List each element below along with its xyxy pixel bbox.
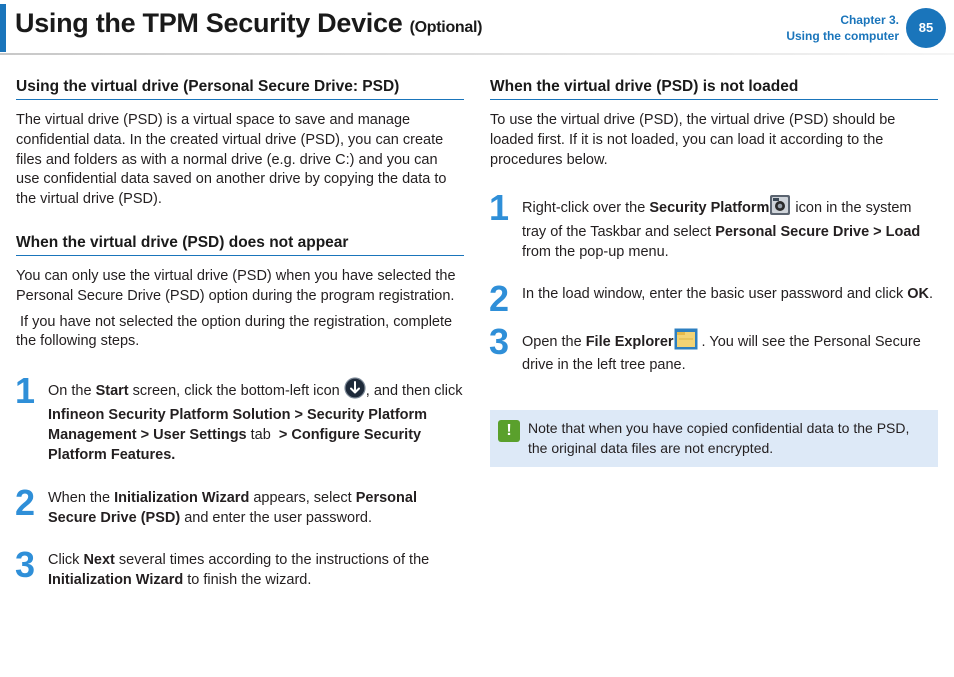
step-text: to finish the wizard. [183,571,312,588]
step-text: several times according to the instructions of the [114,551,430,568]
right-step-3 [489,320,938,377]
page-title-suffix: (Optional) [409,19,483,36]
page-title [15,8,482,39]
step-number: 1 [489,187,510,229]
step-text: icon in the system tray of the Taskbar and select [522,200,912,241]
left-step-3 [15,543,464,591]
step-text: . You will see the Personal Secure drive in the left tree pane. [522,333,921,374]
step-number: 1 [15,370,36,412]
left-column [16,78,464,591]
section-heading-not-loaded: When the virtual drive (PSD) is not loaded [490,78,938,100]
step-text: appears, select [249,490,356,507]
step-bold: OK [907,285,930,302]
step-bold: Personal Secure Drive > Load [715,224,921,241]
step-number: 3 [15,543,36,585]
note-text: Note that when you have copied confidential data to the PSD, the original data files are not encrypted. [528,420,910,456]
header-divider [0,53,954,55]
step-number: 3 [489,320,510,362]
left-step-2 [15,482,464,529]
right-step-1 [489,187,938,262]
chapter-label [786,12,899,44]
step-bold: > Configure Security Platform Features. [48,426,422,463]
exclamation-icon: ! [498,420,520,442]
step-text: screen, click the bottom-left icon [128,383,344,400]
chapter-title: Using the computer [786,29,899,43]
page-title-text: Using the TPM Security Device [15,8,403,38]
step-text: , and then click [365,383,463,400]
step-text: On the [48,383,96,400]
step-bold: Initialization Wizard [114,490,250,507]
section-heading-not-appear: When the virtual drive (PSD) does not appear [16,234,464,256]
chapter-number: Chapter 3. [840,13,899,27]
not-appear-text-2: If you have not selected the option during the registration, complete the following steps. [16,313,457,350]
step-bold: Start [95,383,129,400]
step-text: In the load window, enter the basic user password and click [522,285,908,302]
step-text: Right-click over the [522,200,650,217]
step-bold: Personal Secure Drive (PSD) [48,490,417,527]
step-number: 2 [15,482,36,524]
step-text: Click [48,551,84,568]
step-bold: Next [83,551,115,568]
right-column [490,78,938,467]
step-text: from the pop-up menu. [522,243,669,260]
step-text: tab [246,426,279,443]
left-step-1 [15,370,464,465]
step-text: When the [48,490,115,507]
right-step-2 [489,277,938,319]
step-number: 2 [489,277,510,319]
step-bold: Initialization Wizard [48,571,184,588]
step-text: Open the [522,333,586,350]
step-bold: Infineon Security Platform Solution > Security Platform Management > User Settings [48,406,428,443]
header-accent-bar [0,4,6,52]
note-box [490,410,938,467]
down-arrow-circle-icon [344,377,366,406]
not-appear-text-1: You can only use the virtual drive (PSD) when you have selected the Personal Secure Drive (PSD) option during the program registration. [16,267,456,304]
not-loaded-text: To use the virtual drive (PSD), the virtual drive (PSD) should be loaded first. If it is not loaded, you can load it according to the procedures below. [490,112,896,168]
step-text: and enter the user password. [180,510,373,527]
step-text: . [929,285,934,302]
step-bold: Security Platform [649,200,770,217]
page-number-badge: 85 [906,8,946,48]
file-explorer-icon [674,328,698,357]
security-platform-icon [769,194,791,223]
section-heading-psd: Using the virtual drive (Personal Secure Drive: PSD) [16,78,464,100]
psd-description: The virtual drive (PSD) is a virtual space to save and manage confidential data. In the created virtual drive (PSD), you can create files and folders as with a normal drive (e.g. drive C:) and you can use confidential data saved on another drive by copying the data to the virtual drive (PSD). [16,112,447,208]
step-bold: File Explorer [585,333,674,350]
